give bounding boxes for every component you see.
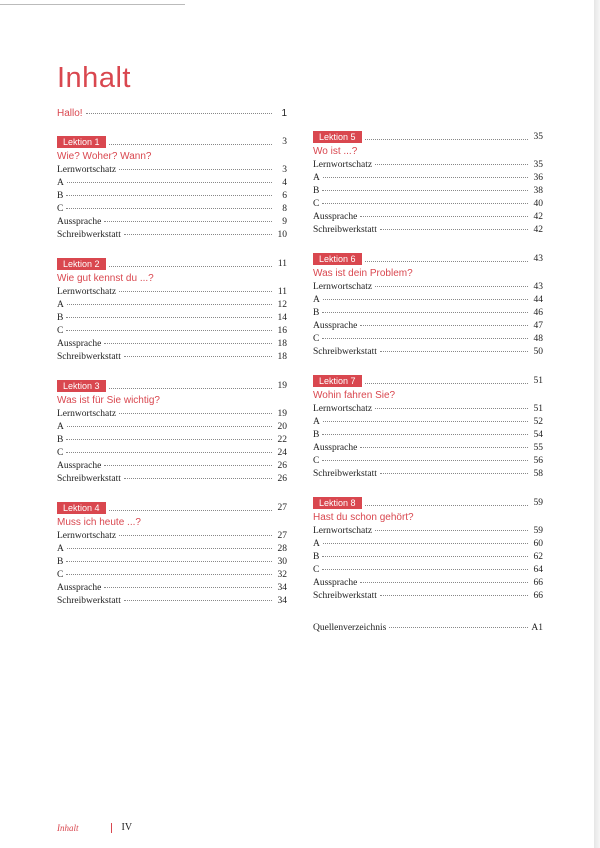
dot-leader	[375, 164, 528, 165]
toc-page-number: 43	[533, 253, 543, 264]
dot-leader	[119, 535, 272, 536]
toc-page-number: 46	[533, 308, 543, 318]
toc-page-number: 26	[277, 474, 287, 484]
toc-page-number: 60	[533, 539, 543, 549]
toc-page-number: 1	[281, 108, 287, 119]
toc-entry[interactable]	[57, 557, 287, 570]
toc-page-number: 4	[282, 178, 287, 188]
lesson-title: Wohin fahren Sie?	[313, 390, 396, 401]
toc-entry[interactable]	[57, 326, 287, 339]
lesson-header[interactable]	[57, 501, 287, 514]
lesson-title: Muss ich heute ...?	[57, 517, 141, 528]
lesson-header[interactable]	[57, 257, 287, 270]
toc-page-number: 44	[533, 295, 543, 305]
dot-leader	[389, 627, 528, 628]
dot-leader	[124, 600, 272, 601]
toc-entry-quellenverzeichnis[interactable]	[313, 623, 543, 636]
toc-page-number: 26	[277, 461, 287, 471]
dot-leader	[66, 317, 272, 318]
toc-entry-label: A	[57, 422, 64, 432]
toc-page-number: 35	[533, 131, 543, 142]
lesson-badge: Lektion 5	[313, 131, 362, 143]
toc-entry[interactable]	[57, 544, 287, 557]
toc-page-number: 51	[533, 404, 543, 414]
lesson-badge: Lektion 7	[313, 375, 362, 387]
dot-leader	[124, 356, 272, 357]
toc-page-number: 8	[282, 204, 287, 214]
toc-entry[interactable]	[57, 352, 287, 365]
dot-leader	[104, 465, 272, 466]
toc-entry-label: Aussprache	[57, 461, 102, 471]
dot-leader	[124, 478, 272, 479]
toc-entry[interactable]	[313, 443, 543, 456]
toc-page-number: 42	[533, 225, 543, 235]
toc-entry-label: C	[313, 334, 320, 344]
toc-entry-label: B	[313, 186, 320, 196]
toc-entry-label: A	[313, 539, 320, 549]
toc-entry-label: A	[57, 178, 64, 188]
dot-leader	[365, 505, 528, 506]
dot-leader	[322, 312, 528, 313]
dot-leader	[380, 351, 528, 352]
toc-entry[interactable]	[57, 448, 287, 461]
toc-entry-label: Lernwortschatz	[57, 287, 117, 297]
toc-entry[interactable]	[57, 217, 287, 230]
toc-entry-label: Lernwortschatz	[313, 282, 373, 292]
toc-page-number: 62	[533, 552, 543, 562]
dot-leader	[323, 421, 528, 422]
toc-page-number: 38	[533, 186, 543, 196]
toc-entry[interactable]	[313, 347, 543, 360]
dot-leader	[66, 439, 272, 440]
toc-page-number: A1	[531, 623, 543, 633]
toc-entry[interactable]	[57, 165, 287, 178]
toc-entry-label: C	[57, 448, 64, 458]
toc-entry-label: Aussprache	[313, 443, 358, 453]
toc-entry-label: A	[57, 544, 64, 554]
toc-entry-label: C	[313, 565, 320, 575]
dot-leader	[86, 113, 272, 114]
toc-entry-label: Lernwortschatz	[313, 160, 373, 170]
toc-entry[interactable]	[57, 178, 287, 191]
toc-entry-label: B	[313, 552, 320, 562]
dot-leader	[322, 434, 528, 435]
toc-entry[interactable]	[313, 282, 543, 295]
toc-entry[interactable]	[313, 308, 543, 321]
toc-entry-hallo[interactable]	[57, 108, 287, 121]
toc-entry-label: B	[313, 308, 320, 318]
toc-page-number: 27	[277, 502, 287, 513]
toc-entry-label: Aussprache	[313, 578, 358, 588]
toc-entry[interactable]	[57, 422, 287, 435]
toc-entry-label: B	[313, 430, 320, 440]
toc-entry-label: Schreibwerkstatt	[313, 469, 377, 479]
toc-entry-label: Schreibwerkstatt	[57, 352, 121, 362]
toc-entry-label: Aussprache	[57, 583, 102, 593]
toc-page-number: 42	[533, 212, 543, 222]
toc-page-number: 10	[277, 230, 287, 240]
page-title: Inhalt	[57, 62, 131, 94]
toc-entry[interactable]	[313, 295, 543, 308]
toc-entry-label: B	[57, 557, 64, 567]
toc-entry-label: Lernwortschatz	[57, 531, 117, 541]
dot-leader	[322, 190, 528, 191]
toc-page-number: 54	[533, 430, 543, 440]
toc-entry[interactable]	[313, 404, 543, 417]
dot-leader	[109, 388, 272, 389]
toc-page-number: 18	[277, 339, 287, 349]
toc-entry-label: B	[57, 191, 64, 201]
dot-leader	[66, 195, 272, 196]
toc-entry[interactable]	[313, 469, 543, 482]
dot-leader	[109, 510, 272, 511]
toc-entry-label: Schreibwerkstatt	[313, 591, 377, 601]
dot-leader	[322, 556, 528, 557]
lesson-title: Was ist für Sie wichtig?	[57, 395, 160, 406]
toc-entry-label: Lernwortschatz	[313, 404, 373, 414]
toc-page-number: 48	[533, 334, 543, 344]
lesson-title: Wo ist ...?	[313, 146, 358, 157]
dot-leader	[322, 569, 528, 570]
toc-entry[interactable]	[57, 531, 287, 544]
lesson-header[interactable]	[313, 252, 543, 265]
toc-entry[interactable]	[313, 199, 543, 212]
toc-page-number: 22	[277, 435, 287, 445]
lesson-title: Was ist dein Problem?	[313, 268, 413, 279]
toc-entry[interactable]	[57, 461, 287, 474]
lesson-title: Hast du schon gehört?	[313, 512, 414, 523]
toc-page-number: 9	[282, 217, 287, 227]
dot-leader	[380, 229, 528, 230]
dot-leader	[66, 208, 272, 209]
toc-entry-label: Hallo!	[57, 108, 83, 119]
toc-page-number: 14	[277, 313, 287, 323]
toc-page-number: 12	[277, 300, 287, 310]
toc-right-column	[313, 130, 543, 618]
dot-leader	[360, 582, 528, 583]
toc-page-number: 34	[277, 596, 287, 606]
lesson-badge: Lektion 4	[57, 502, 106, 514]
dot-leader	[66, 452, 272, 453]
toc-entry[interactable]	[313, 591, 543, 604]
toc-page-number: 56	[533, 456, 543, 466]
dot-leader	[66, 574, 272, 575]
toc-page-number: 11	[277, 258, 287, 269]
toc-entry-label: A	[313, 295, 320, 305]
toc-page-number: 19	[277, 380, 287, 391]
toc-entry-label: Schreibwerkstatt	[57, 596, 121, 606]
toc-entry[interactable]	[57, 339, 287, 352]
toc-page-number: 16	[277, 326, 287, 336]
dot-leader	[119, 413, 272, 414]
toc-entry[interactable]	[57, 300, 287, 313]
toc-entry[interactable]	[313, 526, 543, 539]
lesson-block	[57, 257, 287, 365]
lesson-badge: Lektion 2	[57, 258, 106, 270]
toc-entry-label: Quellenverzeichnis	[313, 623, 387, 633]
dot-leader	[109, 266, 272, 267]
toc-entry-label: Lernwortschatz	[57, 165, 117, 175]
dot-leader	[119, 291, 272, 292]
toc-entry-label: Schreibwerkstatt	[313, 347, 377, 357]
toc-entry-label: Lernwortschatz	[313, 526, 373, 536]
dot-leader	[67, 304, 272, 305]
toc-entry[interactable]	[313, 160, 543, 173]
dot-leader	[365, 261, 528, 262]
toc-page-number: 35	[533, 160, 543, 170]
toc-page-number: 58	[533, 469, 543, 479]
toc-entry[interactable]	[313, 565, 543, 578]
toc-entry[interactable]	[313, 539, 543, 552]
toc-entry[interactable]	[313, 552, 543, 565]
toc-page-number: 30	[277, 557, 287, 567]
toc-entry[interactable]	[313, 430, 543, 443]
dot-leader	[322, 203, 528, 204]
scan-top-line	[0, 4, 185, 5]
toc-page-number: 3	[282, 165, 287, 175]
toc-page-number: 28	[277, 544, 287, 554]
toc-entry-label: A	[57, 300, 64, 310]
toc-entry-label: B	[57, 435, 64, 445]
toc-page-number: 6	[282, 191, 287, 201]
toc-entry-label: C	[57, 570, 64, 580]
toc-entry[interactable]	[57, 313, 287, 326]
toc-entry-label: Aussprache	[313, 321, 358, 331]
toc-left-column	[57, 108, 287, 623]
dot-leader	[323, 299, 528, 300]
toc-entry-label: A	[313, 173, 320, 183]
lesson-list-left	[57, 135, 287, 609]
dot-leader	[119, 169, 272, 170]
dot-leader	[375, 530, 528, 531]
dot-leader	[323, 177, 528, 178]
toc-page-number: 3	[282, 136, 287, 147]
toc-page-number: 64	[533, 565, 543, 575]
toc-page-number: 66	[533, 591, 543, 601]
toc-entry[interactable]	[57, 409, 287, 422]
toc-entry[interactable]	[57, 583, 287, 596]
toc-entry[interactable]	[57, 287, 287, 300]
lesson-list-right	[313, 130, 543, 604]
toc-entry-label: C	[57, 326, 64, 336]
toc-entry[interactable]	[313, 334, 543, 347]
toc-page-number: 27	[277, 531, 287, 541]
lesson-block	[313, 374, 543, 482]
dot-leader	[365, 139, 528, 140]
dot-leader	[66, 330, 272, 331]
toc-page-number: 36	[533, 173, 543, 183]
toc-entry-label: C	[313, 199, 320, 209]
lesson-block	[57, 135, 287, 243]
toc-entry[interactable]	[313, 225, 543, 238]
toc-entry[interactable]	[313, 417, 543, 430]
toc-page-number: 18	[277, 352, 287, 362]
dot-leader	[322, 338, 528, 339]
toc-page-number: 32	[277, 570, 287, 580]
toc-entry[interactable]	[57, 230, 287, 243]
toc-page-number: 50	[533, 347, 543, 357]
toc-entry[interactable]	[57, 204, 287, 217]
dot-leader	[322, 460, 528, 461]
toc-entry[interactable]	[57, 191, 287, 204]
toc-page-number: 51	[533, 375, 543, 386]
toc-entry-label: A	[313, 417, 320, 427]
toc-entry[interactable]	[57, 474, 287, 487]
dot-leader	[67, 182, 272, 183]
dot-leader	[66, 561, 272, 562]
toc-page-number: 19	[277, 409, 287, 419]
toc-entry-label: Schreibwerkstatt	[313, 225, 377, 235]
toc-page-number: 11	[277, 287, 287, 297]
toc-entry[interactable]	[313, 321, 543, 334]
lesson-block	[313, 130, 543, 238]
lesson-block	[313, 252, 543, 360]
toc-entry[interactable]	[313, 212, 543, 225]
toc-page-number: 43	[533, 282, 543, 292]
toc-entry[interactable]	[313, 578, 543, 591]
toc-entry[interactable]	[313, 186, 543, 199]
toc-entry-label: Aussprache	[57, 217, 102, 227]
toc-entry-label: C	[313, 456, 320, 466]
dot-leader	[380, 473, 528, 474]
dot-leader	[67, 426, 272, 427]
lesson-header[interactable]	[313, 496, 543, 509]
toc-entry-label: Aussprache	[57, 339, 102, 349]
lesson-block	[57, 379, 287, 487]
dot-leader	[375, 408, 528, 409]
toc-entry[interactable]	[57, 596, 287, 609]
toc-entry-label: Lernwortschatz	[57, 409, 117, 419]
dot-leader	[323, 543, 528, 544]
toc-entry[interactable]	[313, 173, 543, 186]
lesson-title: Wie gut kennst du ...?	[57, 273, 154, 284]
dot-leader	[104, 221, 272, 222]
page-spine-shadow	[594, 0, 600, 848]
toc-page-number: 52	[533, 417, 543, 427]
lesson-block	[313, 496, 543, 604]
footer-section-label: Inhalt	[57, 822, 79, 833]
lesson-header[interactable]	[57, 379, 287, 392]
toc-page-number: 40	[533, 199, 543, 209]
toc-entry[interactable]	[313, 456, 543, 469]
toc-page-number: 59	[533, 526, 543, 536]
toc-entry[interactable]	[57, 435, 287, 448]
toc-entry-label: Schreibwerkstatt	[57, 474, 121, 484]
toc-page-number: 24	[277, 448, 287, 458]
toc-entry[interactable]	[57, 570, 287, 583]
toc-entry-label: Schreibwerkstatt	[57, 230, 121, 240]
footer-page-number: IV	[121, 822, 133, 833]
toc-entry-label: Aussprache	[313, 212, 358, 222]
dot-leader	[67, 548, 272, 549]
dot-leader	[380, 595, 528, 596]
dot-leader	[109, 144, 272, 145]
dot-leader	[360, 447, 528, 448]
toc-page-number: 20	[277, 422, 287, 432]
toc-entry-label: C	[57, 204, 64, 214]
toc-page-number: 34	[277, 583, 287, 593]
lesson-header[interactable]	[313, 374, 543, 387]
lesson-header[interactable]	[313, 130, 543, 143]
dot-leader	[124, 234, 272, 235]
dot-leader	[365, 383, 528, 384]
lesson-badge: Lektion 8	[313, 497, 362, 509]
dot-leader	[360, 325, 528, 326]
lesson-title: Wie? Woher? Wann?	[57, 151, 152, 162]
lesson-badge: Lektion 1	[57, 136, 106, 148]
lesson-block	[57, 501, 287, 609]
dot-leader	[375, 286, 528, 287]
dot-leader	[360, 216, 528, 217]
toc-page-number: 55	[533, 443, 543, 453]
dot-leader	[104, 587, 272, 588]
toc-page-number: 66	[533, 578, 543, 588]
toc-entry-label: B	[57, 313, 64, 323]
toc-page-number: 59	[533, 497, 543, 508]
footer-separator	[111, 823, 112, 833]
lesson-header[interactable]	[57, 135, 287, 148]
page-footer	[57, 822, 132, 833]
toc-page-number: 47	[533, 321, 543, 331]
lesson-badge: Lektion 6	[313, 253, 362, 265]
lesson-badge: Lektion 3	[57, 380, 106, 392]
dot-leader	[104, 343, 272, 344]
